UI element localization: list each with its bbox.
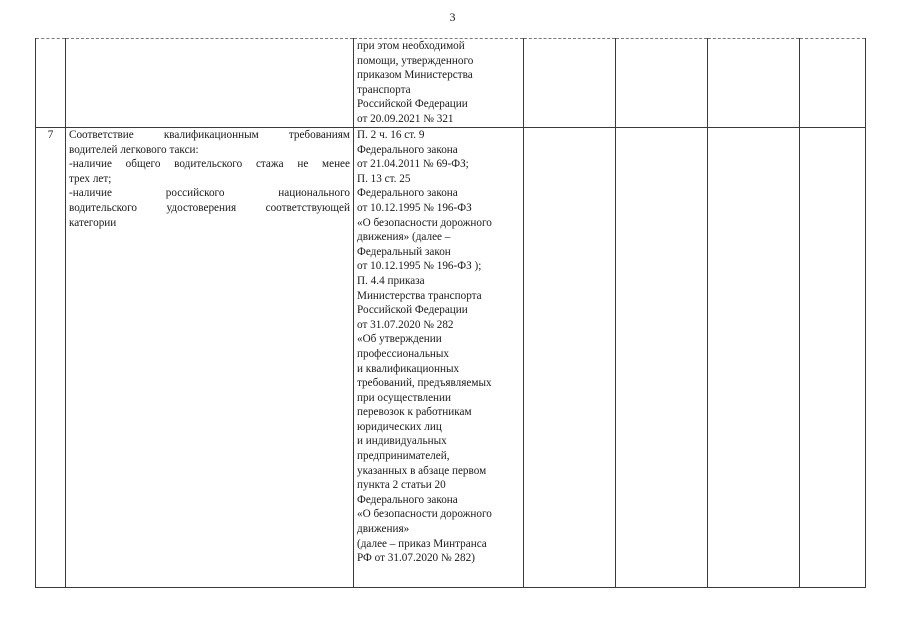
empty-cell [616, 128, 708, 588]
empty-cell [708, 39, 800, 128]
page-number: 3 [449, 10, 456, 24]
table-row [36, 39, 866, 128]
legal-basis-line: П. 13 ст. 25 [357, 172, 411, 185]
legal-basis-line: Федеральный закон [357, 245, 451, 258]
legal-basis-line: Федерального закона [357, 143, 458, 156]
requirements-table [35, 38, 866, 588]
requirement-line: -наличие российского национального [69, 187, 350, 200]
legal-basis-line: и индивидуальных [357, 435, 447, 448]
legal-basis-line: Федерального закона [357, 493, 458, 506]
legal-basis-line: от 10.12.1995 № 196-ФЗ ); [357, 260, 482, 273]
legal-basis-cell [354, 128, 524, 588]
legal-basis-line: пункта 2 статьи 20 [357, 479, 446, 492]
legal-basis-line: и квалификационных [357, 362, 460, 375]
legal-basis-line: П. 4.4 приказа [357, 274, 425, 287]
requirement-line: водительского удостоверения соответствующей [69, 201, 350, 214]
legal-basis-line: Министерства транспорта [357, 289, 482, 302]
requirement-line: -наличие общего водительского стажа не менее [69, 158, 350, 171]
legal-basis-line: Федерального закона [357, 187, 458, 200]
row-number-cell [36, 39, 66, 128]
legal-basis-line: (далее – приказ Минтранса [357, 537, 487, 550]
legal-basis-line: предпринимателей, [357, 450, 450, 463]
requirement-line: водителей легкового такси: [69, 143, 199, 156]
legal-basis-line: от 31.07.2020 № 282 [357, 318, 454, 331]
empty-cell [800, 39, 866, 128]
legal-basis-line: перевозок к работникам [357, 406, 472, 419]
legal-basis-line: требований, предъявляемых [357, 377, 492, 390]
requirement-cell [66, 128, 354, 588]
legal-basis-line: указанных в абзаце первом [357, 464, 487, 477]
legal-basis-line: «О безопасности дорожного [357, 216, 492, 229]
legal-basis-line: движения» [357, 523, 410, 536]
table-row [36, 128, 866, 588]
legal-basis-line: «О безопасности дорожного [357, 508, 492, 521]
legal-basis-line: профессиональных [357, 347, 450, 360]
legal-basis-line: Российской Федерации [357, 98, 468, 111]
requirement-line: категории [69, 216, 117, 229]
legal-basis-cell [354, 39, 524, 128]
requirement-line: трех лет; [69, 172, 112, 185]
empty-cell [616, 39, 708, 128]
legal-basis-line: движения» (далее – [357, 231, 451, 244]
requirement-cell [66, 39, 354, 128]
legal-basis-line: при осуществлении [357, 391, 452, 404]
legal-basis-line: при этом необходимой [357, 40, 465, 52]
empty-cell [524, 128, 616, 588]
legal-basis-line: помощи, утвержденного [357, 54, 474, 67]
legal-basis-line: от 10.12.1995 № 196-ФЗ [357, 201, 472, 214]
legal-basis-line: от 20.09.2021 № 321 [357, 112, 454, 125]
legal-basis-line: приказом Министерства [357, 69, 473, 82]
legal-basis-line: РФ от 31.07.2020 № 282) [357, 552, 475, 565]
legal-basis-line: П. 2 ч. 16 ст. 9 [357, 129, 425, 141]
legal-basis-line: от 21.04.2011 № 69-ФЗ; [357, 158, 469, 171]
requirement-line: Соответствие квалификационным требованиям [69, 129, 350, 141]
empty-cell [708, 128, 800, 588]
empty-cell [524, 39, 616, 128]
legal-basis-line: «Об утверждении [357, 333, 442, 346]
row-number-cell: 7 [36, 128, 66, 588]
legal-basis-line: Российской Федерации [357, 304, 468, 317]
legal-basis-line: транспорта [357, 83, 411, 96]
empty-cell [800, 128, 866, 588]
legal-basis-line: юридических лиц [357, 420, 442, 433]
